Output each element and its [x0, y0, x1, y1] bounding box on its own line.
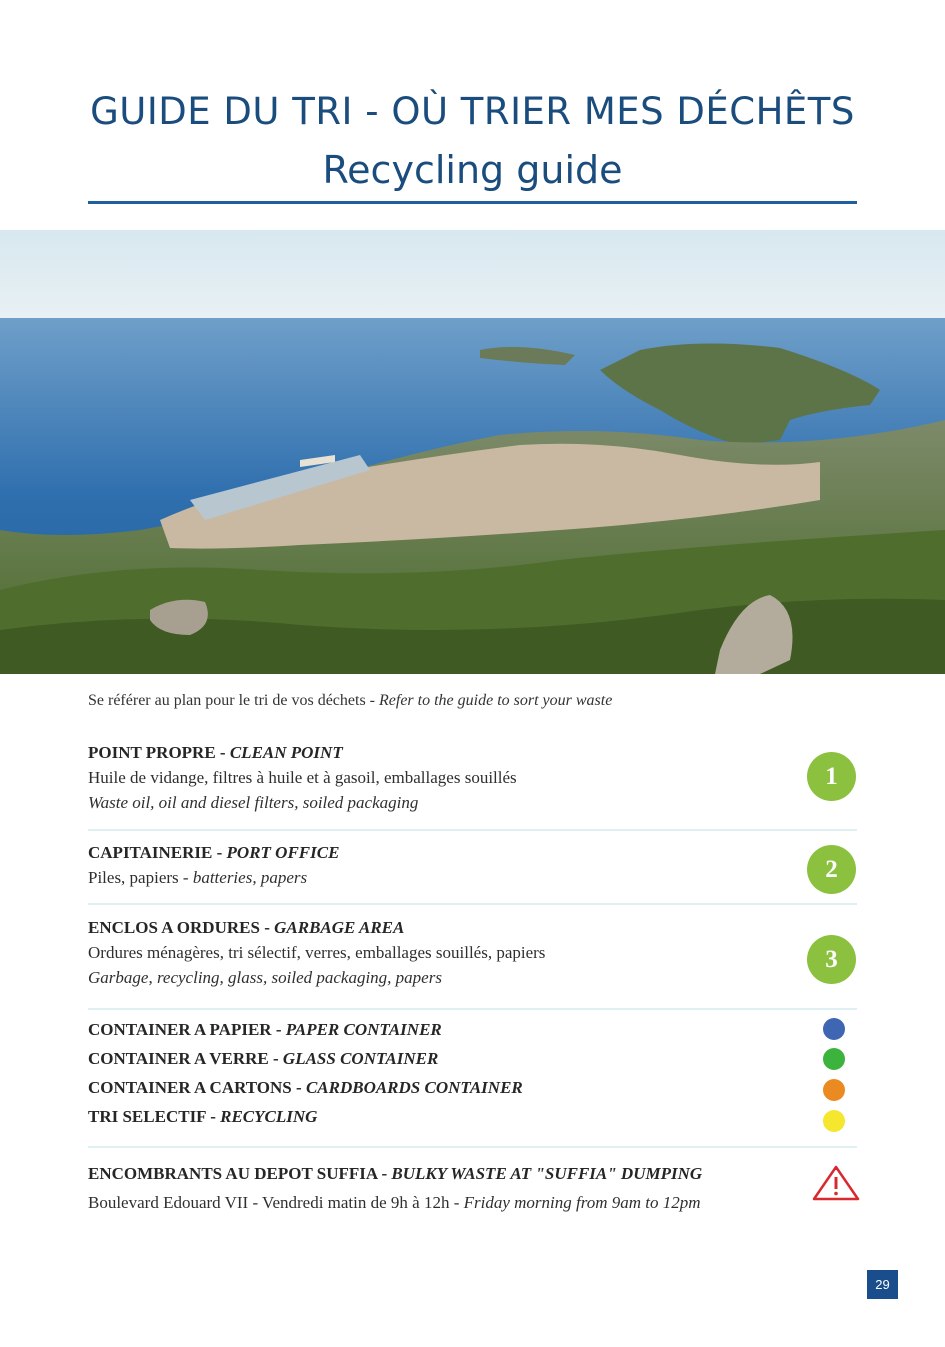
garbage-area-heading: ENCLOS A ORDURES - GARBAGE AREA [88, 918, 405, 937]
title-underline [88, 201, 857, 204]
port-office-heading: CAPITAINERIE - PORT OFFICE [88, 843, 340, 862]
intro-en: Refer to the guide to sort your waste [379, 692, 613, 709]
glass-container-en: GLASS CONTAINER [282, 1049, 439, 1068]
bulky-waste-line-en: Friday morning from 9am to 12pm [463, 1193, 701, 1212]
glass-container-row: CONTAINER A VERRE - GLASS CONTAINER [88, 1049, 439, 1068]
cardboard-container-fr: CONTAINER A CARTONS [88, 1078, 292, 1097]
port-office-heading-fr: CAPITAINERIE [88, 843, 213, 862]
bulky-waste-heading-fr: ENCOMBRANTS AU DEPOT SUFFIA [88, 1164, 378, 1183]
cardboard-container-dot-icon [823, 1079, 845, 1101]
recycling-row: TRI SELECTIF - RECYCLING [88, 1107, 318, 1126]
separator [88, 1146, 857, 1148]
bulky-waste-heading-en: BULKY WASTE AT "SUFFIA" DUMPING [391, 1164, 703, 1183]
clean-point-line-fr: Huile de vidange, filtres à huile et à gasoil, emballages souillés [88, 768, 517, 787]
cardboard-container-en: CARDBOARDS CONTAINER [305, 1078, 523, 1097]
intro-text [88, 692, 612, 710]
bulky-waste-heading: ENCOMBRANTS AU DEPOT SUFFIA - BULKY WASTE AT "SUFFIA" DUMPING [88, 1164, 703, 1183]
port-office-line-en: batteries, papers [192, 868, 308, 887]
page-title-en: Recycling guide [322, 148, 623, 192]
recycling-dot-icon [823, 1110, 845, 1132]
clean-point-number-badge: 1 [807, 752, 856, 801]
port-office-section [88, 840, 768, 890]
garbage-area-line-fr: Ordures ménagères, tri sélectif, verres, emballages souillés, papiers [88, 943, 546, 962]
port-office-heading-en: PORT OFFICE [226, 843, 340, 862]
garbage-area-number-badge: 3 [807, 935, 856, 984]
clean-point-line-en: Waste oil, oil and diesel filters, soiled packaging [88, 793, 419, 812]
separator [88, 903, 857, 905]
clean-point-heading: POINT PROPRE - CLEAN POINT [88, 743, 343, 762]
port-office-line [88, 865, 768, 890]
paper-container-en: PAPER CONTAINER [285, 1020, 442, 1039]
recycling-fr: TRI SELECTIF [88, 1107, 206, 1126]
page-title-fr: GUIDE DU TRI - OÙ TRIER MES DÉCHÊTS [90, 90, 855, 133]
bulky-waste-line-fr: Boulevard Edouard VII - Vendredi matin de 9h à 12h - [88, 1193, 464, 1212]
bulky-waste-section [88, 1161, 808, 1215]
garbage-area-heading-en: GARBAGE AREA [274, 918, 405, 937]
separator [88, 1008, 857, 1010]
clean-point-section [88, 740, 768, 815]
warning-triangle-icon [811, 1164, 861, 1202]
cardboard-container-row: CONTAINER A CARTONS - CARDBOARDS CONTAINER [88, 1078, 523, 1097]
recycling-en: RECYCLING [220, 1107, 318, 1126]
coastal-aerial-photo [0, 230, 945, 674]
port-office-line-fr: Piles, papiers - [88, 868, 193, 887]
port-office-number-badge: 2 [807, 845, 856, 894]
bulky-waste-line [88, 1190, 808, 1215]
paper-container-dot-icon [823, 1018, 845, 1040]
garbage-area-section [88, 915, 768, 990]
paper-container-fr: CONTAINER A PAPIER [88, 1020, 272, 1039]
garbage-area-heading-fr: ENCLOS A ORDURES [88, 918, 260, 937]
paper-container-row: CONTAINER A PAPIER - PAPER CONTAINER [88, 1020, 442, 1039]
intro-fr: Se référer au plan pour le tri de vos déchets - [88, 692, 379, 709]
page-number: 29 [867, 1270, 898, 1299]
garbage-area-line-en: Garbage, recycling, glass, soiled packaging, papers [88, 968, 442, 987]
separator [88, 829, 857, 831]
glass-container-dot-icon [823, 1048, 845, 1070]
glass-container-fr: CONTAINER A VERRE [88, 1049, 269, 1068]
clean-point-heading-en: CLEAN POINT [229, 743, 343, 762]
clean-point-heading-fr: POINT PROPRE [88, 743, 216, 762]
